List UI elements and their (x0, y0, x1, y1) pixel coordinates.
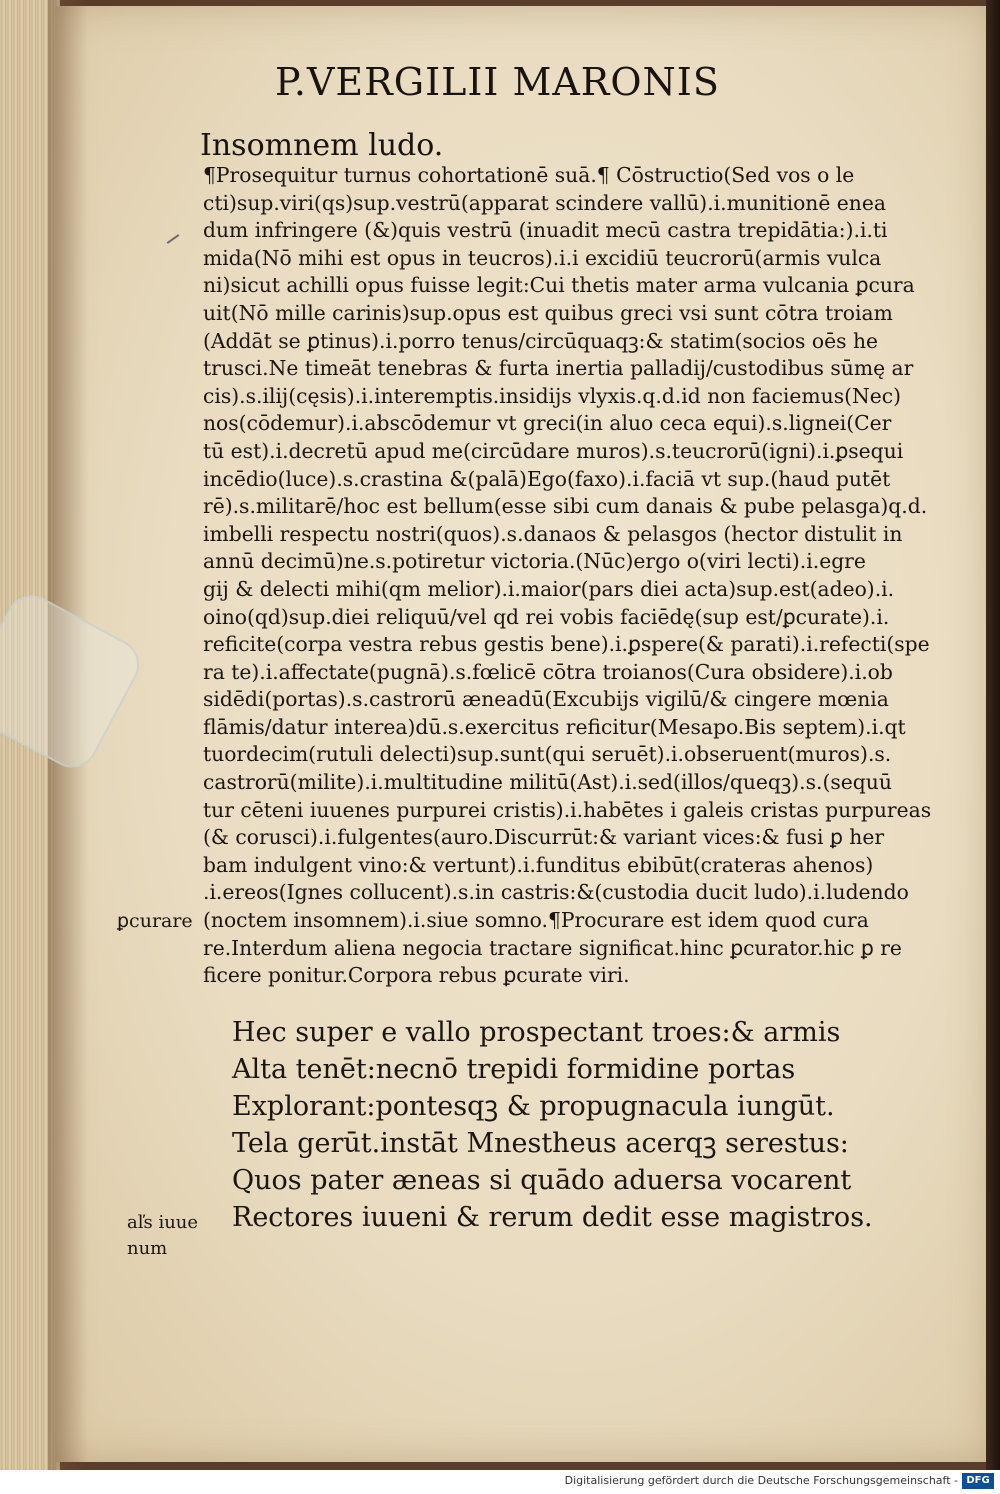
verse-line: Hec super e vallo prospectant troes:& armis (232, 1017, 841, 1048)
commentary-line: dum infringere (&)quis vestrū (inuadit mecū castra trepidātia:).i.ti (203, 218, 888, 243)
verse-line: Alta tenēt:necnō trepidi formidine portas (232, 1054, 796, 1085)
commentary-line: (Addāt se ꝑtinus).i.porro tenus/circūquaqꝫ:& statim(socios oēs he (203, 328, 879, 353)
commentary-line: nos(cōdemur).i.abscōdemur vt greci(in aluo ceca equi).s.lignei(Cer (203, 411, 892, 436)
running-header: P.VERGILII MARONIS (275, 60, 720, 104)
commentary-line: sidēdi(portas).s.castrorū æneadū(Excubijs vigilū/& cingere mœnia (203, 687, 889, 712)
section-heading: Insomnem ludo. (200, 128, 444, 163)
commentary-line: ficere ponitur.Corpora rebus ꝑcurate viri. (203, 963, 630, 988)
verse-line: Explorant:pontesqꝫ & propugnacula iungūt. (232, 1091, 835, 1122)
margin-note-variant: aľs iuue num (127, 1212, 199, 1259)
commentary-line: ¶Prosequitur turnus cohortationē suā.¶ Cōstructio(Sed vos o le (203, 163, 855, 187)
commentary-line: trusci.Ne timeāt tenebras & furta inertia palladij/custodibus sūmę ar (203, 356, 914, 381)
commentary-line: incēdio(luce).s.crastina &(palā)Ego(faxo).i.faciā vt sup.(haud putēt (203, 466, 891, 491)
commentary-line: cti)sup.viri(qs)sup.vestrū(apparat scindere vallū).i.munitionē enea (203, 190, 886, 215)
commentary-line: castrorū(milite).i.multitudine militū(Ast).i.sed(illos/queqꝫ).s.(sequū (203, 770, 892, 795)
verse-block (232, 1014, 873, 1236)
binding-right-edge (986, 0, 1000, 1470)
commentary-line: (noctem insomnem).i.siue somno.¶Procurare est idem quod cura (203, 908, 869, 933)
verse-line: Tela gerūt.instāt Mnestheus acerqꝫ serestus: (232, 1128, 849, 1159)
commentary-line: tū est).i.decretū apud me(circūdare muros).s.teucrorū(igni).i.ꝑsequi (203, 438, 904, 463)
commentary-line: gij & delecti mihi(qm melior).i.maior(pars diei acta)sup.est(adeo).i. (203, 576, 895, 601)
commentary-line: (& corusci).i.fulgentes(auro.Discurrūt:& variant vices:& fusi ꝑ her (203, 825, 885, 850)
commentary-line: reficite(corpa vestra rebus gestis bene).i.ꝑspere(& parati).i.refecti(spe (203, 632, 930, 657)
funding-notice: Digitalisierung gefördert durch die Deutsche Forschungsgemeinschaft - (564, 1474, 958, 1487)
commentary-line: ra te).i.affectate(pugnā).s.fœlicē cōtra troianos(Cura obsidere).i.ob (203, 659, 893, 684)
dfg-logo: DFG (962, 1473, 994, 1489)
commentary-line: imbelli respectu nostri(quos).s.danaos & pelasgos (hector distulit in (203, 521, 903, 546)
commentary-line: bam indulgent vino:& vertunt).i.funditus ebibūt(crateras ahenos) (203, 852, 874, 877)
footer-bar (0, 1470, 1000, 1494)
commentary-line: ni)sicut achilli opus fuisse legit:Cui thetis mater arma vulcania ꝑcura (203, 273, 915, 298)
commentary-line: re.Interdum aliena negocia tractare significat.hinc ꝑcurator.hic ꝑ re (203, 935, 902, 960)
verse-line: Quos pater æneas si quādo aduersa vocarent (232, 1165, 852, 1196)
commentary-line: rē).s.militarē/hoc est bellum(esse sibi cum danais & pube pelasga)q.d. (203, 494, 928, 519)
commentary-line: annū decimū)ne.s.potiretur victoria.(Nūc)ergo o(viri lecti).i.egre (203, 549, 866, 574)
commentary-line: tuordecim(rutuli delecti)sup.sunt(qui seruēt).i.obseruent(muros).s. (203, 742, 892, 767)
commentary-line: mida(Nō mihi est opus in teucros).i.i excidiū teucrorū(armis vulca (203, 245, 882, 270)
commentary-line: uit(Nō mille carinis)sup.opus est quibus greci vsi sunt cōtra troiam (203, 300, 893, 325)
commentary-line: tur cēteni iuuenes purpurei cristis).i.habētes i galeis cristas purpureas (203, 797, 932, 822)
commentary-line: flāmis/datur interea)dū.s.exercitus reficitur(Mesapo.Bis septem).i.qt (203, 714, 906, 739)
commentary-line: oino(qd)sup.diei reliquū/vel qd rei vobis faciēdę(sup est/ꝑcurate).i. (203, 604, 890, 629)
commentary-block (203, 162, 933, 990)
commentary-line: .i.ereos(Ignes collucent).s.in castris:&(custodia ducit ludo).i.ludendo (203, 880, 909, 905)
commentary-line: cis).s.ilij(cęsis).i.interemptis.insidijs vlyxis.q.d.id non faciemus(Nec) (203, 383, 902, 408)
verse-line: Rectores iuueni & rerum dedit esse magistros. (232, 1202, 873, 1233)
margin-note-procurare: ꝑcurare (117, 910, 193, 932)
